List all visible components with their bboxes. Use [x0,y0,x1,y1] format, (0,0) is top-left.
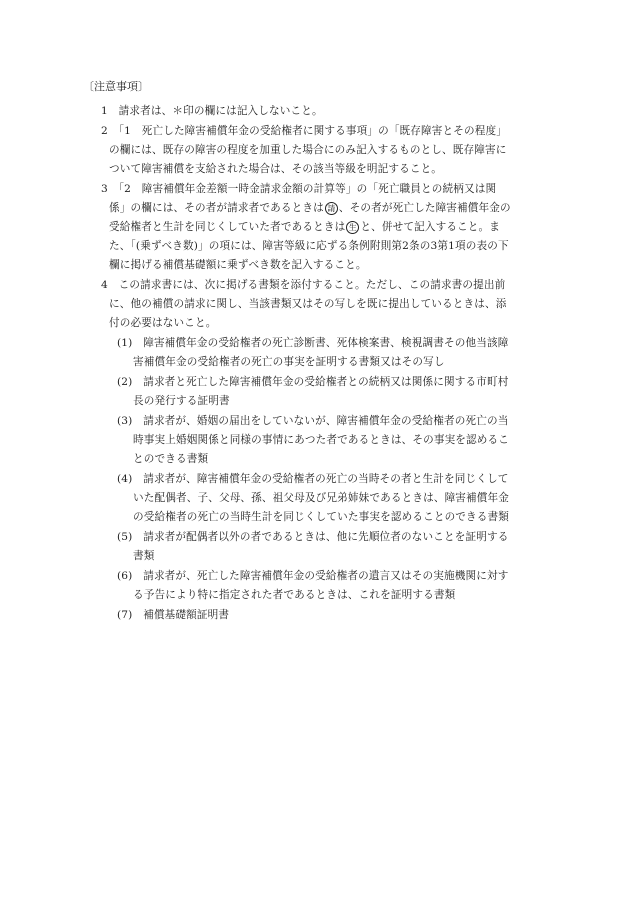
item-4-line-2: いた配偶者、子、父母、孫、祖父母及び兄弟姉妹であるときは、障害補償年金 [133,492,510,504]
item-5-line-1: (5) 請求者が配偶者以外の者であるときは、他に先順位者のないことを証明する [117,531,509,543]
note-2-line-3: ついて障害補償を支給された場合は、その該当等級を明記すること。 [109,163,443,175]
note-2-line-1: 2 「1 死亡した障害補償年金の受給権者に関する事項」の「既存障害とその程度」 [101,125,507,137]
item-5-line-2: 書類 [133,550,155,562]
note-3-line-3 [109,220,500,234]
note-3-line-4: た、「(乗ずべき数)」の項には、障害等級に応ずる条例附則第2条の3第1項の表の下 [109,240,509,252]
note-3-line-5: 欄に掲げる補償基礎額に乗ずべき数を記入すること。 [109,259,367,271]
item-2-line-2: 長の発行する証明書 [133,395,230,407]
note-4-line-3: 付の必要はないこと。 [109,317,217,329]
notes-heading: 〔注意事項〕 [83,80,149,93]
note-3-line-2 [109,201,511,215]
note-4-line-2: に、他の補償の請求に関し、当該書類又はその写しを既に提出しているときは、添 [109,298,507,310]
circled-sei-life-mark: 生 [346,221,359,234]
item-7-line-1: (7) 補償基礎額証明書 [117,609,230,621]
item-1-line-1: (1) 障害補償年金の受給権者の死亡診断書、死体検案書、検視調書その他当該障 [117,337,509,349]
circled-sei-mark: 請 [325,202,338,215]
item-2-line-1: (2) 請求者と死亡した障害補償年金の受給権者との続柄又は関係に関する市町村 [117,376,509,388]
item-4-line-1: (4) 請求者が、障害補償年金の受給権者の死亡の当時その者と生計を同じくして [117,473,509,485]
item-3-line-1: (3) 請求者が、婚姻の届出をしていないが、障害補償年金の受給権者の死亡の当 [117,415,509,427]
note-4-line-1: 4 この請求書には、次に掲げる書類を添付すること。ただし、この請求書の提出前 [101,279,506,291]
note-3-line-3-b: と、併せて記入すること。ま [360,221,501,233]
item-1-line-2: 害補償年金の受給権者の死亡の事実を証明する書類又はその写し [133,356,445,368]
item-3-line-3: とのできる書類 [133,453,209,465]
note-3-line-2-a: 係」の欄には、その者が請求者であるときは [109,202,324,214]
note-1: 1 請求者は、＊印の欄には記入しないこと。 [101,105,323,117]
item-6-line-1: (6) 請求者が、死亡した障害補償年金の受給権者の遺言又はその実施機関に対す [117,570,509,582]
item-3-line-2: 時事実上婚姻関係と同様の事情にあつた者であるときは、その事実を認めるこ [133,434,510,446]
note-3-line-3-a: 受給権者と生計を同じくしていた者であるときは [109,221,346,233]
note-3-line-1: 3 「2 障害補償年金差額一時金請求金額の計算等」の「死亡職員との続柄又は関 [101,183,497,195]
item-6-line-2: る予告により特に指定された者であるときは、これを証明する書類 [133,589,456,601]
note-3-line-2-b: 、その者が死亡した障害補償年金の [338,202,511,214]
note-2-line-2: の欄には、既存の障害の程度を加重した場合にのみ記入するものとし、既存障害に [109,144,507,156]
item-4-line-3: の受給権者の死亡の当時生計を同じくしていた事実を認めることのできる書類 [133,511,510,523]
